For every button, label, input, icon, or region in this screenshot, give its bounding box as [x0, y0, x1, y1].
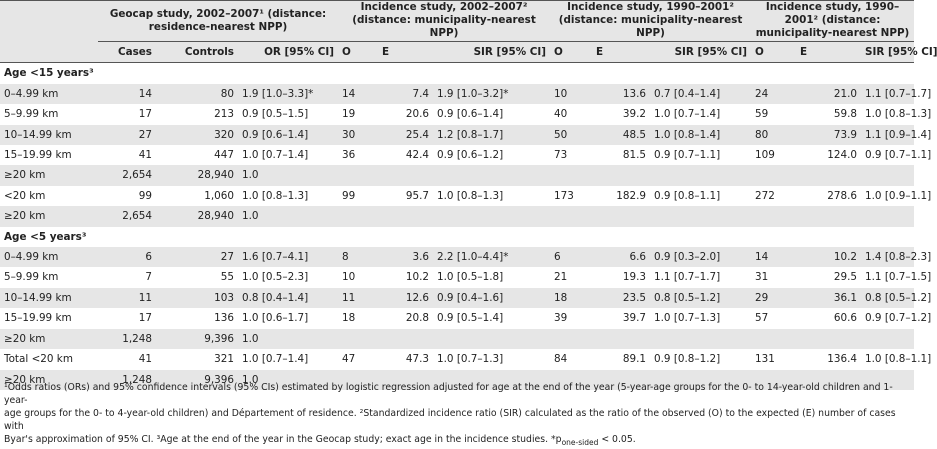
- table-cell: 1.0: [238, 165, 338, 185]
- table-cell: [378, 329, 433, 349]
- table-cell: 1.1 [0.9–1.4]: [861, 125, 914, 145]
- column-header: [0, 42, 98, 63]
- table-cell: [751, 329, 796, 349]
- table-cell: 182.9: [616, 189, 647, 202]
- table-row: [0, 84, 914, 104]
- table-cell: 136: [214, 312, 234, 325]
- column-header: SIR [95% CI]: [861, 42, 914, 63]
- table-cell: 131: [755, 353, 775, 366]
- table-cell: 1.0 [0.5–2.3]: [242, 271, 309, 284]
- table-cell: 2.2 [1.0–4.4]*: [433, 247, 550, 267]
- table-cell: 272: [755, 189, 775, 202]
- table-cell: 19.3: [622, 271, 647, 284]
- table-cell: 0.8 [0.5–1.2]: [650, 288, 751, 308]
- column-header: SIR [95% CI]: [650, 42, 751, 63]
- table-cell: 81.5: [622, 149, 647, 162]
- column-header: O: [751, 42, 796, 63]
- table-cell: 103: [156, 288, 238, 308]
- table-cell: 28,940: [156, 165, 238, 185]
- table-cell: 57: [755, 312, 769, 325]
- table-cell: [550, 329, 592, 349]
- table-cell: 39.2: [622, 108, 647, 121]
- table-cell: 6.6: [592, 247, 650, 267]
- table-cell: 0.9 [0.6–1.2]: [437, 149, 504, 162]
- table-cell: 21.0: [796, 84, 861, 104]
- footnote-line-3: [4, 433, 910, 449]
- table-cell: 0.9 [0.5–1.4]: [437, 312, 504, 325]
- table-cell: 1,248: [98, 329, 156, 349]
- table-cell: 1.0 [0.7–1.4]: [242, 353, 309, 366]
- table-cell: 39.7: [622, 312, 647, 325]
- table-cell: 20.6: [405, 108, 430, 121]
- table-cell: 1.2 [0.8–1.7]: [433, 125, 550, 145]
- table-cell: [592, 206, 650, 226]
- table-cell: 99: [342, 189, 356, 202]
- table-cell: 1.1 [0.7–1.5]: [865, 271, 932, 284]
- section-label: Age <5 years³: [4, 230, 87, 243]
- table-cell: 18: [550, 288, 592, 308]
- table-cell: 213: [214, 108, 234, 121]
- footnote-line-2: [4, 407, 910, 433]
- row-label: 10–14.99 km: [0, 288, 98, 308]
- table-cell: [650, 206, 751, 226]
- row-label: ≥20 km: [0, 329, 98, 349]
- table-cell: 1.9 [1.0–3.2]*: [433, 84, 550, 104]
- table-cell: 59.8: [833, 108, 858, 121]
- table-cell: [338, 329, 378, 349]
- table-cell: 278.6: [827, 189, 858, 202]
- table-cell: 30: [338, 125, 378, 145]
- row-label: <20 km: [4, 189, 46, 202]
- table-cell: 109: [755, 149, 775, 162]
- column-header: O: [550, 42, 592, 63]
- table-cell: 29: [751, 288, 796, 308]
- table-cell: 1.0 [0.7–1.3]: [437, 353, 504, 366]
- table-cell: 1.0 [0.6–1.7]: [242, 312, 309, 325]
- header-group-incidence-1990-b: Incidence study, 1990–2001² (distance: municipality-nearest NPP): [751, 0, 914, 42]
- table-cell: 1.4 [0.8–2.3]: [861, 247, 914, 267]
- column-header: SIR [95% CI]: [433, 42, 550, 63]
- table-row: [0, 125, 914, 145]
- table-row: [0, 247, 914, 267]
- table-cell: 1.0 [0.8–1.1]: [865, 353, 932, 366]
- table-cell: 1.0: [238, 206, 338, 226]
- table-cell: 0.9 [0.4–1.6]: [433, 288, 550, 308]
- table-cell: 8: [338, 247, 378, 267]
- row-label: 5–9.99 km: [4, 108, 59, 121]
- table-cell: 31: [755, 271, 769, 284]
- table-cell: 73.9: [796, 125, 861, 145]
- table-cell: 124.0: [827, 149, 858, 162]
- table-cell: 95.7: [405, 189, 430, 202]
- header-blank: [0, 0, 98, 42]
- table-cell: 27: [98, 125, 156, 145]
- table-cell: [338, 165, 378, 185]
- table-cell: [592, 329, 650, 349]
- row-label: 10–14.99 km: [0, 125, 98, 145]
- table-cell: [650, 165, 751, 185]
- table-row: [0, 145, 914, 165]
- table-cell: 41: [138, 353, 152, 366]
- table-cell: 10.2: [405, 271, 430, 284]
- row-label: 0–4.99 km: [0, 84, 98, 104]
- table-cell: 12.6: [378, 288, 433, 308]
- footnote-line-2-text: age groups for the 0- to 4-year-old children) and Département of residence. ²Standardized incidence ratio (SIR) calculated as the ratio of the observed (O) to the expected (E) number of cases with: [4, 408, 896, 432]
- column-header: Controls: [156, 42, 238, 63]
- table-cell: 27: [156, 247, 238, 267]
- column-header: E: [378, 42, 433, 63]
- table-cell: 9,396: [156, 329, 238, 349]
- row-label: ≥20 km: [0, 206, 98, 226]
- table-cell: 50: [550, 125, 592, 145]
- table-cell: 0.9 [0.8–1.1]: [654, 189, 721, 202]
- table-cell: 0.9 [0.7–1.1]: [654, 149, 721, 162]
- table-cell: [796, 206, 861, 226]
- table-cell: [378, 165, 433, 185]
- table-cell: 320: [156, 125, 238, 145]
- table-cell: [338, 206, 378, 226]
- table-cell: 0.9 [0.3–2.0]: [650, 247, 751, 267]
- column-header: E: [592, 42, 650, 63]
- table-cell: 0.7 [0.4–1.4]: [650, 84, 751, 104]
- table-cell: 6: [98, 247, 156, 267]
- table-cell: [751, 165, 796, 185]
- table-cell: 1.0 [0.8–1.3]: [865, 108, 932, 121]
- table-cell: [550, 165, 592, 185]
- table-cell: 1.1 [0.7–1.7]: [654, 271, 721, 284]
- footnote-subscript: one-sided: [561, 437, 599, 447]
- table-cell: 73: [554, 149, 568, 162]
- table-cell: 7: [145, 271, 152, 284]
- table-cell: 7.4: [378, 84, 433, 104]
- table-row: [0, 329, 914, 349]
- table-cell: 1.0: [238, 370, 338, 390]
- row-label: ≥20 km: [0, 370, 98, 390]
- table-cell: 11: [338, 288, 378, 308]
- table-row: [0, 165, 914, 185]
- row-label: 5–9.99 km: [4, 271, 59, 284]
- table-cell: 60.6: [833, 312, 858, 325]
- table-cell: 20.8: [405, 312, 430, 325]
- table-cell: 2,654: [98, 165, 156, 185]
- table-cell: 24: [751, 84, 796, 104]
- table-cell: 36: [342, 149, 356, 162]
- table-row: [0, 349, 914, 369]
- table-cell: 36.1: [796, 288, 861, 308]
- table-cell: 0.9 [0.7–1.2]: [865, 312, 932, 325]
- table-cell: 9,396: [156, 370, 238, 390]
- table-cell: 0.9 [0.6–1.4]: [437, 108, 504, 121]
- table-cell: 10: [550, 84, 592, 104]
- table-row: [0, 288, 914, 308]
- table-cell: 0.8 [0.4–1.4]: [238, 288, 338, 308]
- table-header: [0, 0, 937, 63]
- row-label: 0–4.99 km: [0, 247, 98, 267]
- table-cell: 1.0 [0.8–1.3]: [437, 189, 504, 202]
- table-cell: [592, 165, 650, 185]
- table-cell: 42.4: [405, 149, 430, 162]
- table-cell: 0.9 [0.6–1.4]: [238, 125, 338, 145]
- table-cell: 25.4: [378, 125, 433, 145]
- table-cell: 55: [220, 271, 234, 284]
- table-cell: 23.5: [592, 288, 650, 308]
- table-cell: 173: [554, 189, 574, 202]
- table-cell: 39: [554, 312, 568, 325]
- table-row: [0, 206, 914, 226]
- table-cell: 0.9 [0.7–1.1]: [865, 149, 932, 162]
- section-row: [0, 227, 914, 247]
- table-cell: 1.1 [0.7–1.7]: [861, 84, 914, 104]
- table-top-rule: [0, 0, 914, 1]
- table-cell: 41: [138, 149, 152, 162]
- table-cell: 80: [751, 125, 796, 145]
- table-cell: 2,654: [98, 206, 156, 226]
- table-cell: [751, 206, 796, 226]
- table-cell: 17: [138, 108, 152, 121]
- table-cell: [433, 165, 550, 185]
- table-cell: 6: [550, 247, 592, 267]
- table-row: [0, 104, 914, 124]
- table-cell: 84: [554, 353, 568, 366]
- table-cell: 3.6: [378, 247, 433, 267]
- table-cell: 447: [214, 149, 234, 162]
- table-cell: 13.6: [592, 84, 650, 104]
- table-row: [0, 308, 914, 328]
- table-cell: 1.0 [0.9–1.1]: [865, 189, 932, 202]
- table-cell: 1.0 [0.8–1.4]: [650, 125, 751, 145]
- row-label: 15–19.99 km: [4, 312, 72, 325]
- table-cell: 1.0 [0.5–1.8]: [437, 271, 504, 284]
- footnote-line-3-text: Byar's approximation of 95% CI. ³Age at the end of the year in the Geocap study; exact age in the incidence studies. *p: [4, 434, 562, 445]
- table-cell: 1.0 [0.7–1.3]: [654, 312, 721, 325]
- table-cell: [433, 206, 550, 226]
- table-row: [0, 186, 914, 206]
- table-cell: 321: [214, 353, 234, 366]
- header-group-incidence-1990-a: Incidence study, 1990–2001² (distance: municipality-nearest NPP): [550, 0, 751, 42]
- table-body: [0, 63, 932, 390]
- table-cell: 1.6 [0.7–4.1]: [238, 247, 338, 267]
- table-cell: [861, 165, 914, 185]
- table-cell: 1.0: [238, 329, 338, 349]
- table-cell: 18: [342, 312, 356, 325]
- table-cell: [796, 329, 861, 349]
- table-cell: 1,248: [98, 370, 156, 390]
- table-cell: 1.0 [0.7–1.4]: [654, 108, 721, 121]
- table-cell: 136.4: [827, 353, 858, 366]
- table-cell: 14: [751, 247, 796, 267]
- column-header: Cases: [98, 42, 156, 63]
- table-cell: 40: [554, 108, 568, 121]
- table-cell: 10.2: [796, 247, 861, 267]
- table-cell: 89.1: [622, 353, 647, 366]
- table-cell: [378, 206, 433, 226]
- table-cell: 47.3: [405, 353, 430, 366]
- column-header: OR [95% CI]: [238, 42, 338, 63]
- header-group-incidence-2002: Incidence study, 2002–2007² (distance: municipality-nearest NPP): [338, 0, 550, 42]
- table-cell: 10: [342, 271, 356, 284]
- section-row: [0, 63, 914, 84]
- table-cell: 0.9 [0.5–1.5]: [242, 108, 309, 121]
- table-cell: [796, 165, 861, 185]
- table-cell: 28,940: [156, 206, 238, 226]
- table-cell: 17: [138, 312, 152, 325]
- table-cell: 59: [755, 108, 769, 121]
- column-header: O: [338, 42, 378, 63]
- row-label: 15–19.99 km: [4, 149, 72, 162]
- footnote-line-3-end: < 0.05.: [598, 434, 636, 445]
- table-cell: [650, 329, 751, 349]
- table-cell: 14: [338, 84, 378, 104]
- table-cell: 1.0 [0.8–1.3]: [242, 189, 309, 202]
- row-label: ≥20 km: [0, 165, 98, 185]
- table-cell: 48.5: [592, 125, 650, 145]
- column-header: E: [796, 42, 861, 63]
- header-group-geocap: Geocap study, 2002–2007¹ (distance: residence-nearest NPP): [98, 0, 338, 42]
- footnote-line-1: ¹Odds ratios (ORs) and 95% confidence intervals (95% CIs) estimated by logistic regression adjusted for age at the end of the year (5-year-age groups for the 0- to 14-year-old children and 1-year-: [4, 382, 893, 406]
- section-label: Age <15 years³: [4, 67, 94, 80]
- table-cell: [861, 206, 914, 226]
- table-cell: 1,060: [204, 189, 234, 202]
- table-cell: [861, 329, 914, 349]
- table-cell: 29.5: [833, 271, 858, 284]
- table-cell: 14: [98, 84, 156, 104]
- row-label: Total <20 km: [4, 353, 73, 366]
- table-row: [0, 267, 914, 287]
- table-cell: [433, 329, 550, 349]
- table-cell: 0.9 [0.8–1.2]: [654, 353, 721, 366]
- table-cell: 99: [138, 189, 152, 202]
- table-cell: 0.8 [0.5–1.2]: [861, 288, 914, 308]
- table-cell: 1.0 [0.7–1.4]: [242, 149, 309, 162]
- table-cell: 19: [342, 108, 356, 121]
- table-cell: 1.9 [1.0–3.3]*: [238, 84, 338, 104]
- table-cell: [550, 206, 592, 226]
- table-footnote: [4, 381, 910, 449]
- table-cell: 21: [554, 271, 568, 284]
- table-cell: 80: [156, 84, 238, 104]
- table-cell: 11: [98, 288, 156, 308]
- table-cell: 47: [342, 353, 356, 366]
